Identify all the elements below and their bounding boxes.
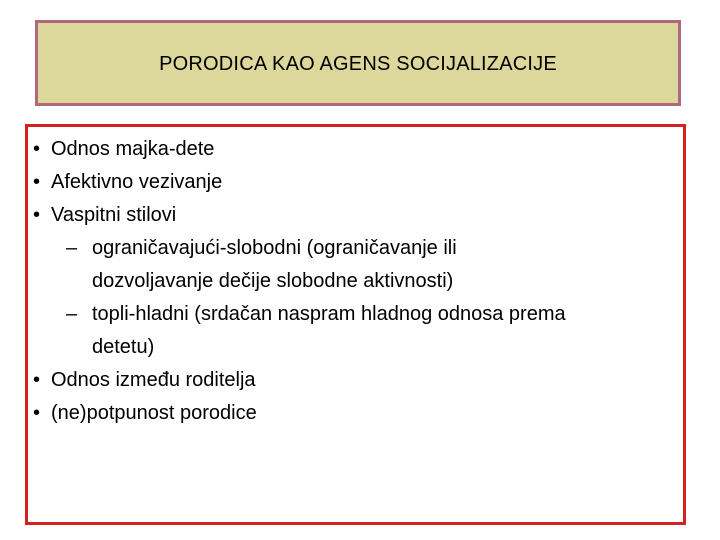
bullet-marker: • bbox=[33, 402, 41, 424]
list-item-text: Odnos majka-dete bbox=[51, 138, 215, 160]
sub-list-item bbox=[28, 232, 566, 298]
sub-item-line: ograničavajući-slobodni (ograničavanje ili bbox=[92, 237, 457, 259]
bullet-marker: • bbox=[33, 138, 41, 160]
bullet-marker: • bbox=[33, 171, 41, 193]
list-item bbox=[28, 166, 566, 199]
sub-item-line: topli-hladni (srdačan naspram hladnog odnosa prema bbox=[92, 303, 566, 325]
list-item-text: Afektivno vezivanje bbox=[51, 171, 223, 193]
list-item bbox=[28, 397, 566, 430]
slide-title: PORODICA KAO AGENS SOCIJALIZACIJE bbox=[159, 52, 557, 75]
sub-list-item bbox=[28, 298, 566, 364]
list-item bbox=[28, 133, 566, 166]
content-box bbox=[25, 124, 686, 525]
title-box bbox=[35, 20, 681, 106]
dash-marker: – bbox=[66, 237, 78, 259]
bullet-marker: • bbox=[33, 369, 41, 391]
list-item-text: Odnos između roditelja bbox=[51, 369, 256, 391]
list-item bbox=[28, 199, 566, 232]
bullet-list bbox=[28, 133, 566, 430]
dash-marker: – bbox=[66, 303, 78, 325]
bullet-marker: • bbox=[33, 204, 41, 226]
list-item-text: Vaspitni stilovi bbox=[51, 204, 177, 226]
sub-item-line: detetu) bbox=[92, 336, 155, 358]
list-item-text: (ne)potpunost porodice bbox=[51, 402, 257, 424]
sub-item-line: dozvoljavanje dečije slobodne aktivnosti) bbox=[92, 270, 454, 292]
list-item bbox=[28, 364, 566, 397]
